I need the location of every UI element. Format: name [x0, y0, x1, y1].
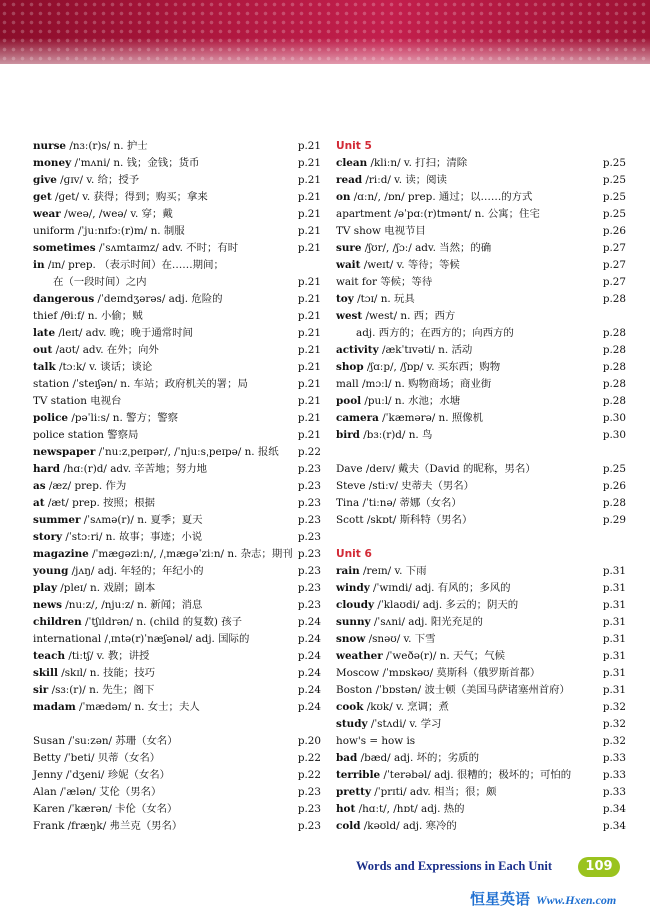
vocab-headword: play — [33, 582, 57, 594]
vocab-headword: wear — [33, 208, 61, 220]
vocab-headword: sunny — [336, 616, 371, 628]
vocab-definition: /ɡɪv/ v. 给；授予 — [56, 174, 140, 186]
page-reference: p.27 — [602, 242, 626, 254]
page-reference: p.23 — [297, 565, 321, 577]
watermark-brand: 恒星英语 — [470, 890, 531, 908]
vocab-entry — [33, 801, 321, 818]
vocab-headword: read — [336, 174, 363, 186]
vocab-definition: /ˈmædəm/ n. 女士；夫人 — [75, 701, 200, 713]
vocab-headword: in — [33, 259, 45, 271]
vocab-entry — [336, 597, 626, 614]
left-column — [33, 138, 321, 835]
vocab-entry — [336, 818, 626, 835]
vocab-entry — [336, 223, 626, 240]
page-reference: p.21 — [297, 191, 321, 203]
vocab-entry — [33, 325, 321, 342]
vocab-entry — [33, 342, 321, 359]
page-reference: p.23 — [297, 463, 321, 475]
vocab-entry — [33, 461, 321, 478]
vocab-entry — [336, 563, 626, 580]
section-gap — [336, 444, 626, 461]
vocab-definition: /ˈmʌni/ n. 钱；金钱；货币 — [71, 157, 200, 169]
page-reference: p.24 — [297, 616, 321, 628]
page-reference: p.21 — [297, 140, 321, 152]
vocab-headword: pretty — [336, 786, 371, 798]
vocab-entry — [336, 716, 626, 733]
vocab-definition: /ˈsʌmə(r)/ n. 夏季；夏天 — [80, 514, 203, 526]
vocab-headword: cook — [336, 701, 364, 713]
vocab-headword: nurse — [33, 140, 67, 152]
vocab-definition: adj. 西方的；在西方的；向西方的 — [356, 327, 514, 339]
vocab-definition: /ɑːn/, /ɒn/ prep. 通过；以……的方式 — [350, 191, 533, 203]
vocab-headword: on — [336, 191, 351, 203]
page-reference: p.27 — [602, 259, 626, 271]
vocab-entry — [33, 206, 321, 223]
vocab-headword: as — [33, 480, 46, 492]
vocab-headword: summer — [33, 514, 81, 526]
vocab-headword: sure — [336, 242, 362, 254]
page-reference: p.33 — [602, 769, 626, 781]
vocab-definition: /ˈterəbəl/ adj. 很糟的；极坏的；可怕的 — [380, 769, 572, 781]
page-reference: p.23 — [297, 820, 321, 832]
vocab-definition: /weə/, /weə/ v. 穿；戴 — [60, 208, 173, 220]
vocab-definition: /ˈnuːzˌpeɪpər/, /ˈnjuːsˌpeɪpə/ n. 报纸 — [95, 446, 279, 458]
page-reference: p.21 — [297, 225, 321, 237]
vocab-entry — [336, 495, 626, 512]
unit-heading: Unit 5 — [336, 140, 372, 152]
vocab-definition: /ˈstʌdi/ v. 学习 — [367, 718, 442, 730]
banner-fade — [0, 38, 650, 64]
vocab-entry — [336, 291, 626, 308]
vocab-definition: police station 警察局 — [33, 429, 139, 441]
page-reference: p.21 — [297, 327, 321, 339]
page-reference: p.21 — [297, 293, 321, 305]
vocab-definition: /ˈweðə(r)/ n. 天气；气候 — [382, 650, 505, 662]
vocab-definition: 在（一段时间）之内 — [53, 276, 147, 288]
vocab-entry — [33, 665, 321, 682]
page-reference: p.21 — [297, 174, 321, 186]
page-reference: p.25 — [602, 157, 626, 169]
page-reference: p.29 — [602, 514, 626, 526]
vocab-definition: /tɔɪ/ n. 玩具 — [353, 293, 415, 305]
vocab-entry — [33, 308, 321, 325]
page-reference: p.23 — [297, 803, 321, 815]
vocab-definition: /nuːz/, /njuːz/ n. 新闻；消息 — [61, 599, 203, 611]
page-reference: p.32 — [602, 701, 626, 713]
page-reference: p.23 — [297, 531, 321, 543]
vocab-headword: weather — [336, 650, 383, 662]
vocab-definition: Susan /ˈsuːzən/ 苏珊（女名） — [33, 735, 178, 747]
vocab-definition: /ˈsʌmtaɪmz/ adv. 不时；有时 — [95, 242, 239, 254]
page-reference: p.21 — [297, 412, 321, 424]
page-reference: p.31 — [602, 633, 626, 645]
vocab-entry — [33, 784, 321, 801]
vocab-definition: /skɪl/ n. 技能；技巧 — [57, 667, 156, 679]
vocab-headword: activity — [336, 344, 379, 356]
page-reference: p.21 — [297, 429, 321, 441]
vocab-entry — [336, 767, 626, 784]
page-reference: p.21 — [297, 276, 321, 288]
vocab-entry — [33, 393, 321, 410]
page-reference: p.21 — [297, 310, 321, 322]
page-reference: p.28 — [602, 293, 626, 305]
vocab-definition: Jenny /ˈdʒeni/ 珍妮（女名） — [33, 769, 171, 781]
watermark-url: Www.Hxen.com — [536, 893, 617, 907]
vocab-headword: cloudy — [336, 599, 375, 611]
vocab-entry — [33, 495, 321, 512]
vocab-entry — [33, 376, 321, 393]
page-reference: p.30 — [602, 412, 626, 424]
vocab-entry — [336, 206, 626, 223]
vocab-entry — [336, 308, 626, 325]
page-reference: p.28 — [602, 378, 626, 390]
vocab-entry — [336, 240, 626, 257]
section-gap — [336, 529, 626, 546]
page-reference: p.25 — [602, 208, 626, 220]
footer-title: Words and Expressions in Each Unit — [356, 859, 553, 873]
page-reference: p.22 — [297, 446, 321, 458]
vocab-definition: /kʊk/ v. 烹调；煮 — [363, 701, 449, 713]
vocab-entry — [33, 699, 321, 716]
vocab-headword: pool — [336, 395, 362, 407]
vocab-definition: /tɔːk/ v. 谈话；谈论 — [55, 361, 153, 373]
vocab-entry — [336, 733, 626, 750]
unit-heading: Unit 6 — [336, 548, 372, 560]
vocab-entry — [33, 546, 321, 563]
vocab-headword: terrible — [336, 769, 381, 781]
vocab-entry — [336, 189, 626, 206]
vocab-entry — [336, 665, 626, 682]
vocab-headword: give — [33, 174, 57, 186]
page-reference: p.21 — [297, 344, 321, 356]
vocab-definition: /ˈmæɡəziːn/, /ˌmæɡəˈziːn/ n. 杂志；期刊 — [88, 548, 293, 560]
vocab-entry — [33, 597, 321, 614]
vocab-definition: /reɪn/ v. 下雨 — [359, 565, 427, 577]
page-reference: p.24 — [297, 667, 321, 679]
vocab-definition: /nɜː(r)s/ n. 护士 — [66, 140, 148, 152]
vocab-definition: /aʊt/ adv. 在外；向外 — [52, 344, 159, 356]
vocab-definition: /ˈwɪndi/ adj. 有风的；多风的 — [369, 582, 511, 594]
page-reference: p.24 — [297, 684, 321, 696]
vocab-headword: camera — [336, 412, 379, 424]
vocab-entry — [336, 257, 626, 274]
vocab-headword: talk — [33, 361, 56, 373]
vocab-definition: /snəʊ/ v. 下雪 — [365, 633, 436, 645]
vocab-entry — [336, 580, 626, 597]
vocab-headword: late — [33, 327, 56, 339]
vocab-headword: bad — [336, 752, 358, 764]
vocab-definition: TV show 电视节目 — [336, 225, 426, 237]
page-reference: p.23 — [297, 599, 321, 611]
vocab-headword: snow — [336, 633, 366, 645]
vocab-headword: cold — [336, 820, 361, 832]
vocab-entry — [336, 427, 626, 444]
vocab-entry — [336, 614, 626, 631]
vocab-entry — [336, 699, 626, 716]
page-reference: p.28 — [602, 327, 626, 339]
vocab-entry — [33, 138, 321, 155]
vocab-definition: /ˈprɪti/ adv. 相当；很；颇 — [371, 786, 497, 798]
page-reference: p.31 — [602, 565, 626, 577]
vocab-entry — [33, 767, 321, 784]
vocab-definition: /ʃɑːp/, /ʃɒp/ v. 买东西；购物 — [363, 361, 501, 373]
page-reference: p.33 — [602, 786, 626, 798]
vocab-entry — [336, 342, 626, 359]
vocab-definition: /ˈklaʊdi/ adj. 多云的；阴天的 — [374, 599, 519, 611]
vocab-headword: magazine — [33, 548, 89, 560]
vocab-definition: /ˈstɔːri/ n. 故事；事迹；小说 — [62, 531, 203, 543]
vocab-definition: /bɜː(r)d/ n. 鸟 — [359, 429, 433, 441]
vocab-entry — [33, 155, 321, 172]
page-reference: p.26 — [602, 480, 626, 492]
vocab-headword: study — [336, 718, 368, 730]
vocab-headword: west — [336, 310, 363, 322]
vocab-headword: newspaper — [33, 446, 96, 458]
vocab-headword: shop — [336, 361, 364, 373]
page-reference: p.34 — [602, 803, 626, 815]
vocab-entry — [33, 750, 321, 767]
page-reference: p.23 — [297, 786, 321, 798]
vocab-definition: /jʌŋ/ adj. 年轻的；年纪小的 — [68, 565, 204, 577]
vocab-definition: how's = how is — [336, 735, 416, 747]
top-banner — [0, 0, 650, 64]
vocab-entry — [336, 325, 626, 342]
page-reference: p.27 — [602, 276, 626, 288]
vocab-definition: /ˈtʃɪldrən/ n. (child 的复数) 孩子 — [81, 616, 243, 628]
vocab-definition: /west/ n. 西；西方 — [362, 310, 456, 322]
page-reference: p.24 — [297, 701, 321, 713]
vocab-entry — [33, 410, 321, 427]
vocab-definition: /hɑːt/, /hɒt/ adj. 热的 — [355, 803, 465, 815]
vocab-entry — [33, 274, 321, 291]
vocab-entry — [33, 529, 321, 546]
page-reference: p.21 — [297, 242, 321, 254]
vocab-definition: /tiːtʃ/ v. 教；讲授 — [65, 650, 150, 662]
vocab-headword: sir — [33, 684, 49, 696]
vocab-definition: /leɪt/ adv. 晚；晚于通常时间 — [55, 327, 193, 339]
page-reference: p.21 — [297, 378, 321, 390]
vocab-definition: Tina /ˈtiːnə/ 蒂娜（女名） — [336, 497, 462, 509]
vocab-definition: /æz/ prep. 作为 — [45, 480, 127, 492]
vocab-definition: wait for 等候；等待 — [336, 276, 433, 288]
vocab-definition: Boston /ˈbɒstən/ 波士顿（美国马萨诸塞州首府） — [336, 684, 570, 696]
page-reference: p.22 — [297, 752, 321, 764]
page-reference: p.32 — [602, 718, 626, 730]
vocab-entry — [33, 563, 321, 580]
vocab-definition: /sɜː(r)/ n. 先生；阁下 — [48, 684, 155, 696]
vocab-entry — [336, 784, 626, 801]
vocab-entry — [33, 733, 321, 750]
page-reference: p.23 — [297, 480, 321, 492]
watermark — [470, 888, 616, 909]
vocab-entry — [33, 291, 321, 308]
vocab-entry — [336, 682, 626, 699]
vocab-definition: /ˈdeɪndʒərəs/ adj. 危险的 — [94, 293, 223, 305]
vocab-entry — [33, 648, 321, 665]
vocab-definition: /kliːn/ v. 打扫；清除 — [367, 157, 468, 169]
vocab-entry — [336, 393, 626, 410]
vocab-definition: station /ˈsteɪʃən/ n. 车站；政府机关的署；局 — [33, 378, 248, 390]
vocab-definition: /æt/ prep. 按照；根据 — [44, 497, 156, 509]
page-reference: p.24 — [297, 633, 321, 645]
vocab-definition: /pəˈliːs/ n. 警方；警察 — [68, 412, 179, 424]
vocab-definition: Frank /fræŋk/ 弗兰克（男名） — [33, 820, 183, 832]
vocab-definition: Steve /stiːv/ 史蒂夫（男名） — [336, 480, 475, 492]
vocab-headword: at — [33, 497, 45, 509]
vocab-headword: windy — [336, 582, 370, 594]
vocab-definition: /puːl/ n. 水池；水塘 — [361, 395, 461, 407]
page-reference: p.33 — [602, 752, 626, 764]
page-reference: p.23 — [297, 548, 321, 560]
vocab-headword: hard — [33, 463, 61, 475]
page-reference: p.25 — [602, 191, 626, 203]
page-reference: p.31 — [602, 599, 626, 611]
vocab-entry — [33, 818, 321, 835]
right-column — [336, 138, 626, 835]
vocab-entry — [33, 512, 321, 529]
vocab-headword: story — [33, 531, 63, 543]
vocab-entry — [336, 801, 626, 818]
vocab-entry — [33, 189, 321, 206]
vocab-entry — [33, 682, 321, 699]
page-reference: p.22 — [297, 769, 321, 781]
vocab-entry — [336, 461, 626, 478]
page-reference: p.20 — [297, 735, 321, 747]
vocab-entry — [33, 240, 321, 257]
vocab-definition: /hɑː(r)d/ adv. 辛苦地；努力地 — [60, 463, 208, 475]
page-reference: p.31 — [602, 582, 626, 594]
vocab-definition: /ʃʊr/, /ʃɔː/ adv. 当然；的确 — [361, 242, 492, 254]
vocab-entry — [33, 614, 321, 631]
vocab-entry — [33, 359, 321, 376]
vocab-definition: /kəʊld/ adj. 寒冷的 — [360, 820, 457, 832]
vocab-headword: news — [33, 599, 62, 611]
vocab-definition: /ɡet/ v. 获得；得到；购买；拿来 — [51, 191, 208, 203]
vocab-definition: uniform /ˈjuːnɪfɔː(r)m/ n. 制服 — [33, 225, 185, 237]
vocab-entry — [336, 274, 626, 291]
page-reference: p.23 — [297, 497, 321, 509]
vocab-definition: TV station 电视台 — [33, 395, 122, 407]
page-reference: p.34 — [602, 820, 626, 832]
vocab-definition: /ækˈtɪvəti/ n. 活动 — [378, 344, 473, 356]
vocab-definition: Betty /ˈbeti/ 贝蒂（女名） — [33, 752, 161, 764]
vocab-entry — [336, 512, 626, 529]
page-reference: p.30 — [602, 429, 626, 441]
page-reference: p.28 — [602, 361, 626, 373]
page-reference: p.28 — [602, 344, 626, 356]
vocab-definition: /ˈsʌni/ adj. 阳光充足的 — [370, 616, 483, 628]
vocab-entry — [336, 750, 626, 767]
vocab-entry — [336, 172, 626, 189]
vocab-headword: out — [33, 344, 53, 356]
vocab-headword: young — [33, 565, 69, 577]
page-reference: p.21 — [297, 208, 321, 220]
vocab-headword: madam — [33, 701, 76, 713]
page-reference: p.32 — [602, 735, 626, 747]
vocab-entry — [336, 376, 626, 393]
section-gap — [33, 716, 321, 733]
page-reference: p.21 — [297, 395, 321, 407]
vocab-headword: get — [33, 191, 52, 203]
page-reference: p.25 — [602, 174, 626, 186]
vocab-entry — [33, 478, 321, 495]
vocab-definition: /ˈkæmərə/ n. 照像机 — [378, 412, 483, 424]
vocab-headword: clean — [336, 157, 368, 169]
vocab-entry — [336, 631, 626, 648]
vocab-definition: Dave /deɪv/ 戴夫（David 的昵称，男名） — [336, 463, 536, 475]
vocab-entry — [336, 648, 626, 665]
vocab-entry — [336, 359, 626, 376]
vocab-headword: wait — [336, 259, 361, 271]
vocab-definition: apartment /əˈpɑː(r)tmənt/ n. 公寓；住宅 — [336, 208, 540, 220]
vocab-entry — [33, 444, 321, 461]
vocab-entry — [33, 580, 321, 597]
vocab-definition: Scott /skɒt/ 斯科特（男名） — [336, 514, 473, 526]
vocab-entry — [33, 427, 321, 444]
vocab-definition: /pleɪ/ n. 戏剧；剧本 — [56, 582, 156, 594]
page-reference: p.23 — [297, 514, 321, 526]
vocab-definition: /weɪt/ v. 等待；等候 — [360, 259, 460, 271]
vocab-definition: /bæd/ adj. 坏的；劣质的 — [357, 752, 479, 764]
page-reference: p.28 — [602, 395, 626, 407]
vocab-headword: dangerous — [33, 293, 95, 305]
vocab-entry — [33, 257, 321, 274]
vocab-entry — [336, 155, 626, 172]
page-reference: p.31 — [602, 650, 626, 662]
page-reference: p.31 — [602, 616, 626, 628]
vocab-definition: mall /mɔːl/ n. 购物商场；商业街 — [336, 378, 492, 390]
vocab-entry — [336, 410, 626, 427]
vocab-definition: Alan /ˈælən/ 艾伦（男名） — [33, 786, 162, 798]
vocab-entry — [336, 478, 626, 495]
vocab-headword: sometimes — [33, 242, 96, 254]
vocab-headword: skill — [33, 667, 58, 679]
vocab-definition: international /ˌɪntə(r)ˈnæʃənəl/ adj. 国际的 — [33, 633, 250, 645]
page-reference: p.31 — [602, 684, 626, 696]
vocab-entry — [33, 631, 321, 648]
vocab-definition: /ɪn/ prep. （表示时间）在……期间； — [44, 259, 224, 271]
page-reference: p.31 — [602, 667, 626, 679]
page-reference: p.21 — [297, 361, 321, 373]
vocab-headword: money — [33, 157, 72, 169]
vocab-definition: Karen /ˈkærən/ 卡伦（女名） — [33, 803, 178, 815]
page-reference: p.26 — [602, 225, 626, 237]
vocab-headword: children — [33, 616, 82, 628]
vocab-headword: hot — [336, 803, 356, 815]
vocab-definition: Moscow /ˈmɒskəʊ/ 莫斯科（俄罗斯首都） — [336, 667, 541, 679]
vocab-headword: bird — [336, 429, 360, 441]
vocab-headword: teach — [33, 650, 66, 662]
vocab-headword: rain — [336, 565, 360, 577]
vocab-headword: police — [33, 412, 69, 424]
page-number-badge: 109 — [578, 857, 620, 877]
vocab-definition: thief /θiːf/ n. 小偷；贼 — [33, 310, 143, 322]
vocab-entry — [33, 223, 321, 240]
page-reference: p.25 — [602, 463, 626, 475]
vocab-entry — [33, 172, 321, 189]
page-reference: p.24 — [297, 650, 321, 662]
page-reference: p.23 — [297, 582, 321, 594]
vocab-headword: toy — [336, 293, 354, 305]
page-reference: p.28 — [602, 497, 626, 509]
vocab-definition: /riːd/ v. 读；阅读 — [362, 174, 447, 186]
page-reference: p.21 — [297, 157, 321, 169]
